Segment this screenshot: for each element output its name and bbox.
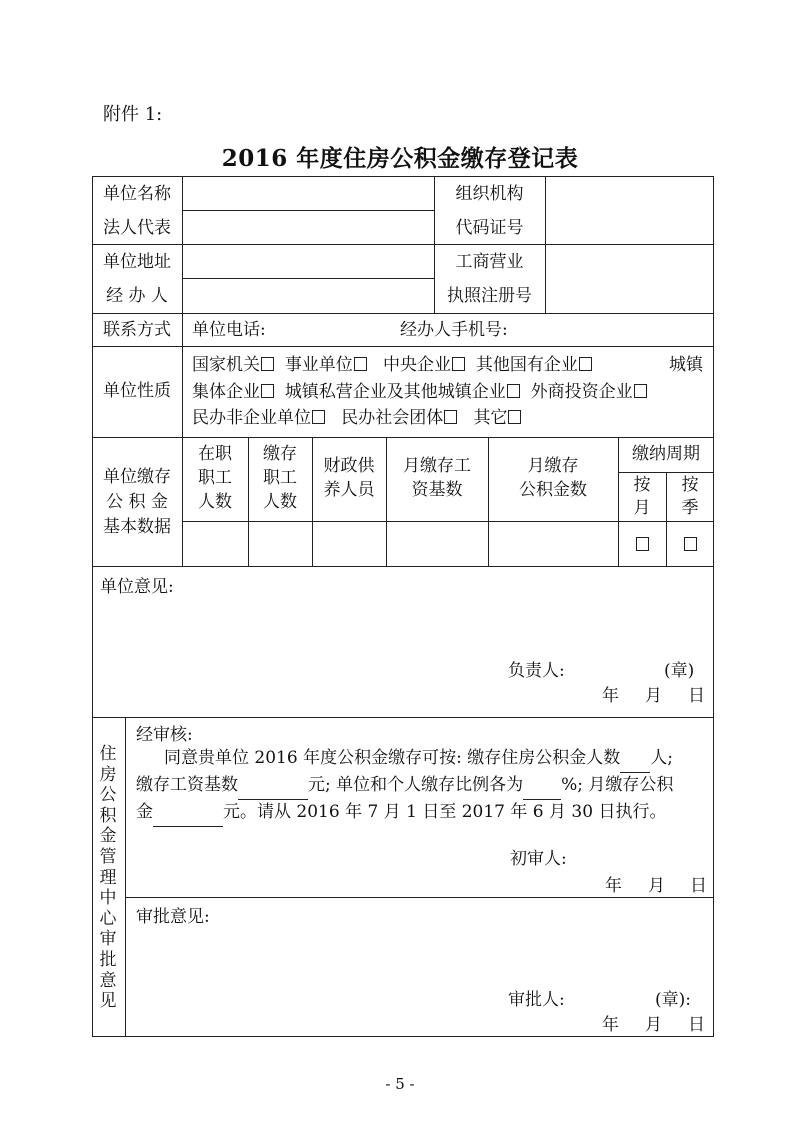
handler-mobile-label: 经办人手机号: bbox=[400, 320, 508, 340]
col-employees-header: 在职 bbox=[198, 444, 232, 464]
nature-option: 其他国有企业 bbox=[475, 355, 578, 375]
col-monthly-amount-header: 月缴存 bbox=[527, 456, 579, 476]
date-day: 日 bbox=[690, 876, 707, 896]
approval-line-1: 同意贵单位 2016 年度公积金缴存可按: 缴存住房公积金人数 人; bbox=[164, 745, 673, 773]
nature-option-line-3 bbox=[192, 408, 521, 428]
checkbox[interactable] bbox=[507, 384, 520, 398]
period-quarterly-header: 季 bbox=[681, 498, 699, 518]
initial-reviewer-label: 初审人: bbox=[510, 849, 567, 869]
legal-rep-label: 法人代表 bbox=[103, 218, 171, 238]
review-label: 经审核: bbox=[136, 725, 193, 745]
center-approval-vertical-label: 住 房 公 积 金 管 理 中 心 审 批 意 见 bbox=[99, 744, 117, 1012]
unit-address-label: 单位地址 bbox=[103, 252, 171, 272]
unit-name-label: 单位名称 bbox=[103, 184, 171, 204]
biz-license-label-2: 执照注册号 bbox=[447, 286, 532, 306]
period-quarterly-checkbox[interactable] bbox=[684, 537, 697, 551]
col-depositors-header: 职工 bbox=[263, 468, 297, 488]
responsible-label: 负责人: bbox=[508, 661, 565, 681]
checkbox[interactable] bbox=[508, 410, 521, 424]
blank-field[interactable] bbox=[620, 745, 650, 773]
approver-label: 审批人: bbox=[508, 990, 565, 1010]
date-month: 月 bbox=[648, 876, 665, 896]
attachment-label: 附件 1: bbox=[103, 104, 163, 125]
col-employees-header: 职工 bbox=[198, 468, 232, 488]
nature-option: 城镇 bbox=[669, 355, 703, 375]
checkbox[interactable] bbox=[261, 384, 274, 398]
checkbox[interactable] bbox=[452, 357, 465, 371]
period-quarterly-header: 按 bbox=[681, 475, 699, 495]
approval-opinion-label: 审批意见: bbox=[136, 907, 210, 927]
biz-license-label-1: 工商营业 bbox=[455, 252, 524, 272]
period-header: 缴纳周期 bbox=[632, 444, 700, 464]
unit-opinion-label: 单位意见: bbox=[100, 577, 174, 597]
handler-label: 经 办 人 bbox=[106, 286, 168, 306]
approval-line-2: 缴存工资基数 元; 单位和个人缴存比例各为 %; 月缴存公积 bbox=[136, 772, 673, 800]
approver-seal-label: (章): bbox=[655, 990, 691, 1010]
period-monthly-header: 按 bbox=[633, 475, 651, 495]
nature-option: 外商投资企业 bbox=[530, 382, 633, 402]
nature-option: 集体企业 bbox=[192, 382, 260, 402]
nature-option: 民办社会团体 bbox=[341, 408, 444, 428]
contact-label: 联系方式 bbox=[103, 320, 171, 340]
page-number: - 5 - bbox=[385, 1075, 415, 1093]
period-monthly-checkbox[interactable] bbox=[636, 537, 649, 551]
checkbox[interactable] bbox=[312, 410, 325, 424]
col-fiscal-header: 养人员 bbox=[323, 480, 375, 500]
date-year: 年 bbox=[602, 686, 619, 706]
org-code-label-1: 组织机构 bbox=[455, 184, 524, 204]
approval-line-3: 金 元。请从 2016 年 7 月 1 日至 2017 年 6 月 30 日执行。 bbox=[136, 799, 666, 827]
unit-phone-label: 单位电话: bbox=[192, 320, 266, 340]
nature-option: 民办非企业单位 bbox=[192, 408, 311, 428]
col-depositors-header: 缴存 bbox=[263, 444, 297, 464]
nature-option: 城镇私营企业及其他城镇企业 bbox=[284, 382, 506, 402]
checkbox[interactable] bbox=[261, 357, 274, 371]
date-day: 日 bbox=[688, 1015, 705, 1035]
nature-option-line-1 bbox=[192, 355, 592, 375]
col-fiscal-header: 财政供 bbox=[323, 456, 375, 476]
col-monthly-amount-header: 公积金数 bbox=[519, 480, 587, 500]
blank-field[interactable] bbox=[153, 799, 223, 827]
basic-data-label-1: 单位缴存 bbox=[103, 467, 171, 487]
basic-data-label-3: 基本数据 bbox=[103, 517, 171, 537]
nature-option-line-2 bbox=[192, 382, 647, 402]
col-employees-header: 人数 bbox=[198, 492, 232, 512]
nature-option: 国家机关 bbox=[192, 355, 260, 375]
nature-option: 中央企业 bbox=[383, 355, 452, 375]
nature-option: 其它 bbox=[473, 408, 508, 428]
unit-nature-label: 单位性质 bbox=[103, 381, 171, 401]
blank-field[interactable] bbox=[523, 772, 561, 800]
checkbox[interactable] bbox=[634, 384, 647, 398]
date-month: 月 bbox=[645, 1015, 662, 1035]
period-monthly-header: 月 bbox=[633, 498, 651, 518]
blank-field[interactable] bbox=[238, 772, 308, 800]
col-wage-base-header: 资基数 bbox=[411, 480, 463, 500]
checkbox[interactable] bbox=[444, 410, 457, 424]
date-month: 月 bbox=[645, 686, 662, 706]
nature-option: 事业单位 bbox=[284, 355, 353, 375]
date-year: 年 bbox=[605, 876, 622, 896]
date-day: 日 bbox=[688, 686, 705, 706]
form-title: 2016 年度住房公积金缴存登记表 bbox=[221, 145, 579, 172]
date-year: 年 bbox=[602, 1015, 619, 1035]
checkbox[interactable] bbox=[579, 357, 592, 371]
checkbox[interactable] bbox=[354, 357, 367, 371]
basic-data-label-2: 公 积 金 bbox=[106, 492, 168, 512]
col-depositors-header: 人数 bbox=[263, 492, 297, 512]
seal-label: (章) bbox=[664, 661, 695, 681]
col-wage-base-header: 月缴存工 bbox=[403, 456, 471, 476]
org-code-label-2: 代码证号 bbox=[455, 218, 524, 238]
